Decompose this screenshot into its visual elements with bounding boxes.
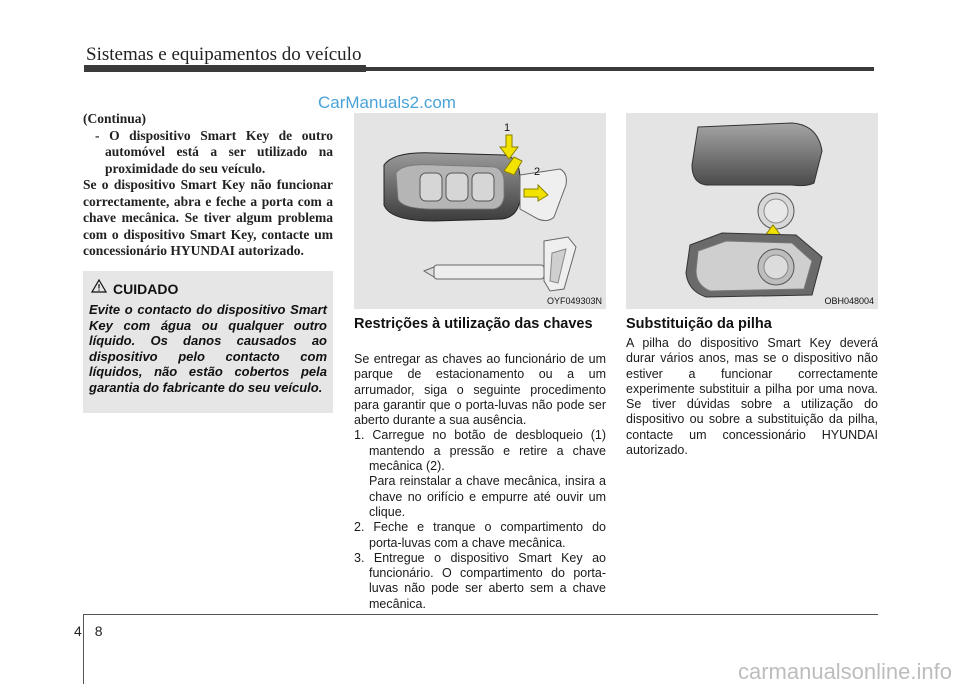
step-1-note: Para reinstalar a chave mecânica, insira a chave no orifício e empurre até ouvir um clique. — [369, 474, 606, 519]
caution-box — [83, 271, 333, 413]
section-body-battery — [626, 336, 878, 458]
page-number — [74, 623, 110, 639]
continued-label: (Continua) — [83, 111, 147, 126]
section-title-battery: Substituição da pilha — [626, 316, 772, 332]
section-title-key-restrictions: Restrições à utilização das chaves — [354, 316, 593, 332]
callout-2: 2 — [534, 166, 541, 178]
chapter-number: 4 — [74, 623, 89, 639]
smart-key-illustration — [354, 113, 606, 309]
bullet-item: - O dispositivo Smart Key de outro automóvel está a ser utilizado na proximidade do seu veículo. — [95, 127, 333, 176]
battery-figure — [626, 113, 878, 309]
caution-title: CUIDADO — [113, 280, 179, 297]
page-number-value: 8 — [94, 623, 110, 639]
figure-code: OBH048004 — [824, 296, 874, 306]
warning-triangle-icon — [91, 279, 107, 298]
intro-paragraph: Se entregar as chaves ao funcionário de um parque de estacionamento ou a um arrumador, siga o seguinte procedimento para garantir que o porta-luvas não pode ser aberto durante a sua ausência. — [354, 352, 606, 428]
battery-paragraph: A pilha do dispositivo Smart Key deverá durar vários anos, mas se o dispositivo não estiver a funcionar correctamente experimente substituir a pilha por uma nova. Se tiver dúvidas sobre a utilização do dispositivo ou sobre a substituição da pilha, contacte um concessionário HYUNDAI autorizado. — [626, 336, 878, 458]
step-1: 1. Carregue no botão de desbloqueio (1) mantendo a pressão e retire a chave mecânica (2). — [354, 428, 606, 474]
callout-1: 1 — [504, 122, 511, 134]
smart-key-figure — [354, 113, 606, 309]
figure-code: OYF049303N — [546, 296, 602, 306]
body-paragraph: Se o dispositivo Smart Key não funcionar correctamente, abra e feche a porta com a chave mecânica. Se tiver algum problema com o dispositivo Smart Key, contacte um concessionário HYUNDAI autorizado. — [83, 177, 333, 258]
footer-rule — [83, 614, 878, 615]
step-2: 2. Feche e tranque o compartimento do porta-luvas com a chave mecânica. — [354, 520, 606, 550]
step-3: 3. Entregue o dispositivo Smart Key ao funcionário. O compartimento do porta-luvas não pode ser aberto sem a chave mecânica. — [354, 550, 606, 611]
section-body-key-restrictions — [354, 352, 606, 612]
watermark-bottom[interactable]: carmanualsonline.info — [737, 659, 952, 684]
page-header-title: Sistemas e equipamentos do veículo — [86, 44, 362, 65]
header-rule-accent — [84, 65, 366, 72]
battery-illustration — [626, 113, 878, 309]
left-column-text — [83, 111, 333, 260]
watermark-top[interactable]: CarManuals2.com — [318, 93, 456, 112]
caution-text: Evite o contacto do dispositivo Smart Key com água ou qualquer outro líquido. Os danos causados ao dispositivo pelo contacto com líquidos, não estão cobertos pela garantia do fabricante do seu veículo. — [89, 302, 327, 395]
caution-header — [91, 279, 327, 298]
